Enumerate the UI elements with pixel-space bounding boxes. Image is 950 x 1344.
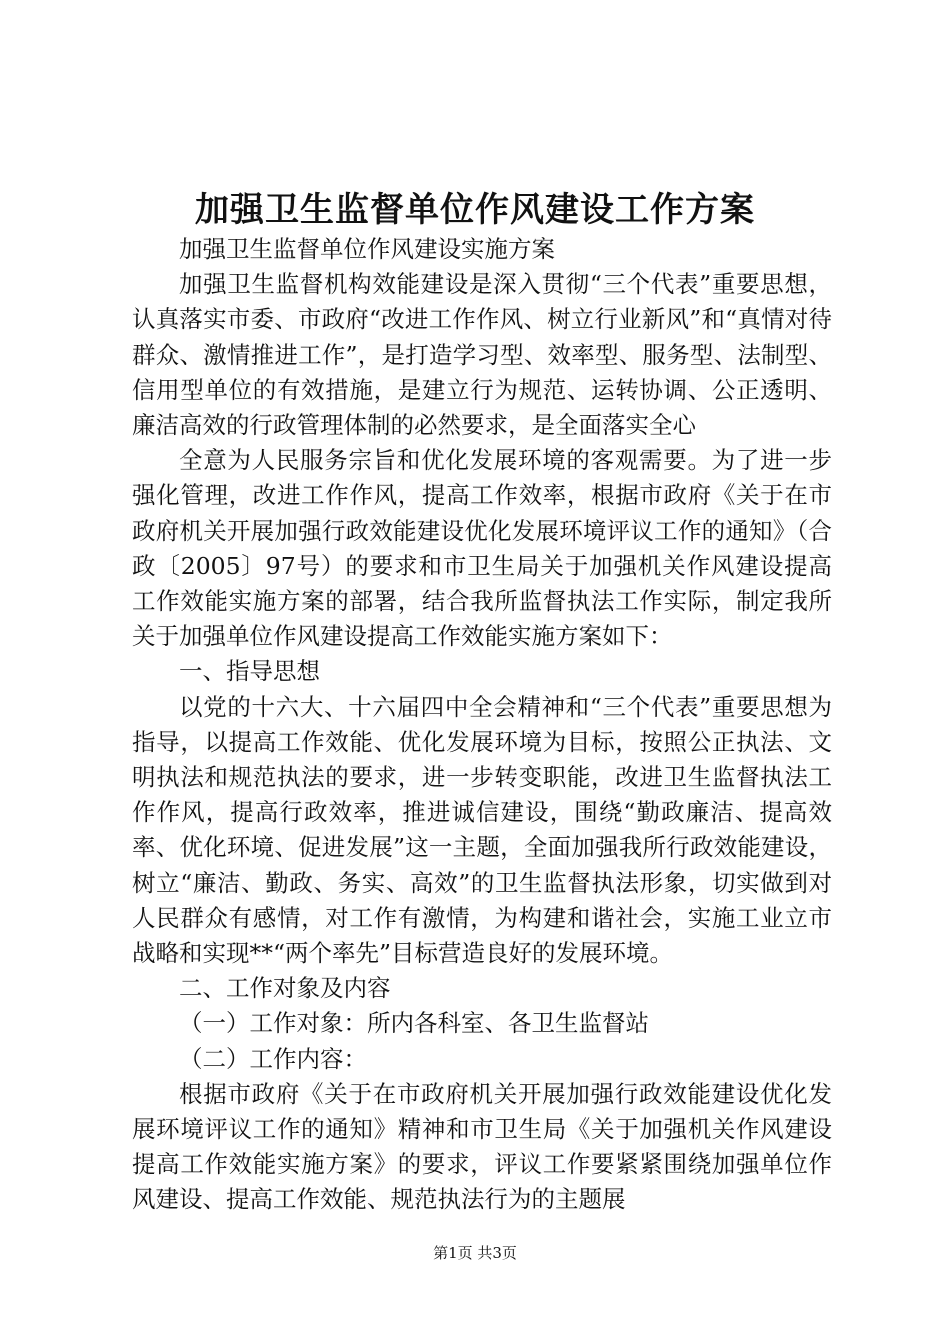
paragraph-subtitle: 加强卫生监督单位作风建设实施方案 xyxy=(179,235,555,263)
sub-heading: （一）工作对象：所内各科室、各卫生监督站 xyxy=(179,1009,649,1038)
paragraph: 全意为人民服务宗旨和优化发展环境的客观需要。为了进一步强化管理，改进工作作风，提高工作效率，根据市政府《关于在市政府机关开展加强行政效能建设优化发展环境评议工作的通知》（合政〔2005〕97号）的要求和市卫生局关于加强机关作风建设提高工作效能实施方案的部署，结合我所监督执法工作实际，制定我所关于加强单位作风建设提高工作效能实施方案如下： xyxy=(132,446,832,651)
sub-heading: （二）工作内容： xyxy=(179,1044,367,1073)
section-heading: 一、指导思想 xyxy=(179,657,320,686)
section-heading: 二、工作对象及内容 xyxy=(179,974,391,1003)
document-body xyxy=(132,232,832,1218)
page-number-footer: 第1页 共3页 xyxy=(433,1244,517,1262)
document-title: 加强卫生监督单位作风建设工作方案 xyxy=(195,190,755,230)
paragraph: 以党的十六大、十六届四中全会精神和“三个代表”重要思想为指导，以提高工作效能、优化发展环境为目标，按照公正执法、文明执法和规范执法的要求，进一步转变职能，改进卫生监督执法工作作风，提高行政效率，推进诚信建设，围绕“勤政廉洁、提高效率、优化环境、促进发展”这一主题，全面加强我所行政效能建设，树立“廉洁、勤政、务实、高效”的卫生监督执法形象，切实做到对人民群众有感情，对工作有激情，为构建和谐社会，实施工业立市战略和实现**“两个率先”目标营造良好的发展环境。 xyxy=(132,692,832,968)
paragraph: 加强卫生监督机构效能建设是深入贯彻“三个代表”重要思想，认真落实市委、市政府“改进工作作风、树立行业新风”和“真情对待群众、激情推进工作”，是打造学习型、效率型、服务型、法制型、信用型单位的有效措施，是建立行为规范、运转协调、公正透明、廉洁高效的行政管理体制的必然要求，是全面落实全心 xyxy=(132,270,832,440)
paragraph: 根据市政府《关于在市政府机关开展加强行政效能建设优化发展环境评议工作的通知》精神和市卫生局《关于加强机关作风建设提高工作效能实施方案》的要求，评议工作要紧紧围绕加强单位作风建设、提高工作效能、规范执法行为的主题展 xyxy=(132,1079,832,1214)
